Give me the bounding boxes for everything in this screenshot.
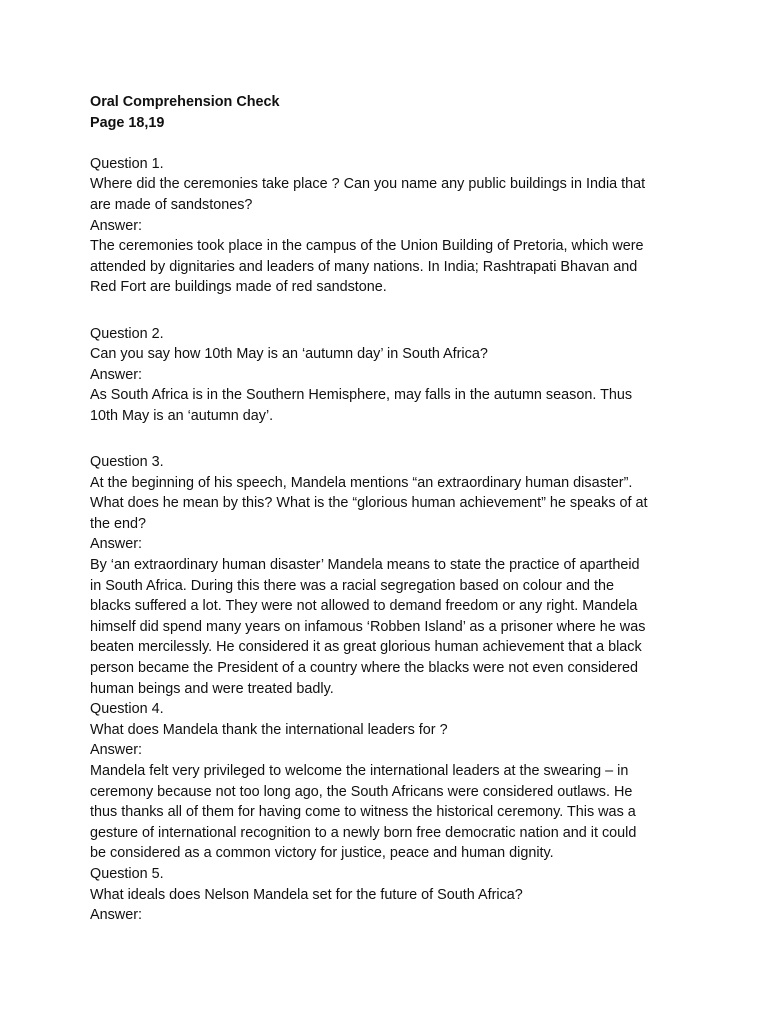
answer-text-line: 10th May is an ‘autumn day’. [90, 407, 274, 424]
document-title: Oral Comprehension Check [90, 94, 280, 110]
question-text-line: What ideals does Nelson Mandela set for the future of South Africa? [90, 886, 523, 903]
question-label: Question 3. [90, 454, 164, 471]
answer-text-line: thus thanks all of them for having come to witness the historical ceremony. This was a [90, 804, 636, 821]
question-label: Question 5. [90, 865, 164, 882]
question-text-line: the end? [90, 515, 147, 532]
question-text-line: What does Mandela thank the international leaders for ? [90, 721, 448, 738]
answer-text-line: ceremony because not too long ago, the South Africans were considered outlaws. He [90, 783, 633, 800]
question-block-2 [90, 324, 690, 427]
question-text-line: Where did the ceremonies take place ? Can you name any public buildings in India that [90, 176, 646, 193]
question-label: Question 1. [90, 155, 164, 172]
answer-label: Answer: [90, 536, 142, 553]
answer-label: Answer: [90, 742, 142, 759]
question-block-3 [90, 452, 690, 699]
answer-label: Answer: [90, 217, 142, 234]
question-block-4 [90, 699, 690, 864]
answer-text-line: blacks suffered a lot. They were not allowed to demand freedom or any right. Mandela [90, 598, 638, 615]
answer-text-line: Red Fort are buildings made of red sandstone. [90, 279, 387, 296]
answer-text-line: person became the President of a country where the blacks were not even considered [90, 660, 638, 677]
answer-text-line: be considered as a common victory for justice, peace and human dignity. [90, 845, 554, 862]
question-block-5 [90, 864, 690, 926]
question-label: Question 4. [90, 701, 164, 718]
answer-label: Answer: [90, 907, 142, 924]
question-block-1 [90, 154, 690, 298]
answer-text-line: human beings and were treated badly. [90, 680, 334, 697]
question-label: Question 2. [90, 325, 164, 342]
answer-text-line: attended by dignitaries and leaders of many nations. In India; Rashtrapati Bhavan and [90, 258, 638, 275]
spacer [90, 133, 690, 154]
answer-text-line: The ceremonies took place in the campus of the Union Building of Pretoria, which were [90, 238, 644, 255]
document-subtitle: Page 18,19 [90, 114, 165, 131]
answer-text-line: Mandela felt very privileged to welcome the international leaders at the swearing – in [90, 763, 629, 779]
answer-text-line: beaten mercilessly. He considered it as great glorious human achievement that a black [90, 639, 642, 656]
answer-text-line: By ‘an extraordinary human disaster’ Mandela means to state the practice of apartheid [90, 557, 640, 574]
question-text-line: At the beginning of his speech, Mandela mentions “an extraordinary human disaster”. [90, 474, 633, 491]
answer-text-line: himself did spend many years on infamous ‘Robben Island’ as a prisoner where he was [90, 618, 646, 635]
question-text-line: What does he mean by this? What is the “glorious human achievement” he speaks of at [90, 495, 648, 512]
answer-label: Answer: [90, 366, 142, 383]
document-page [90, 92, 690, 926]
question-text-line: are made of sandstones? [90, 196, 253, 213]
answer-text-line: As South Africa is in the Southern Hemisphere, may falls in the autumn season. Thus [90, 387, 633, 404]
spacer [90, 427, 690, 448]
answer-text-line: in South Africa. During this there was a racial segregation based on colour and the [90, 577, 614, 594]
question-text-line: Can you say how 10th May is an ‘autumn day’ in South Africa? [90, 346, 488, 363]
answer-text-line: gesture of international recognition to a newly born free democratic nation and it could [90, 824, 637, 841]
spacer [90, 298, 690, 319]
